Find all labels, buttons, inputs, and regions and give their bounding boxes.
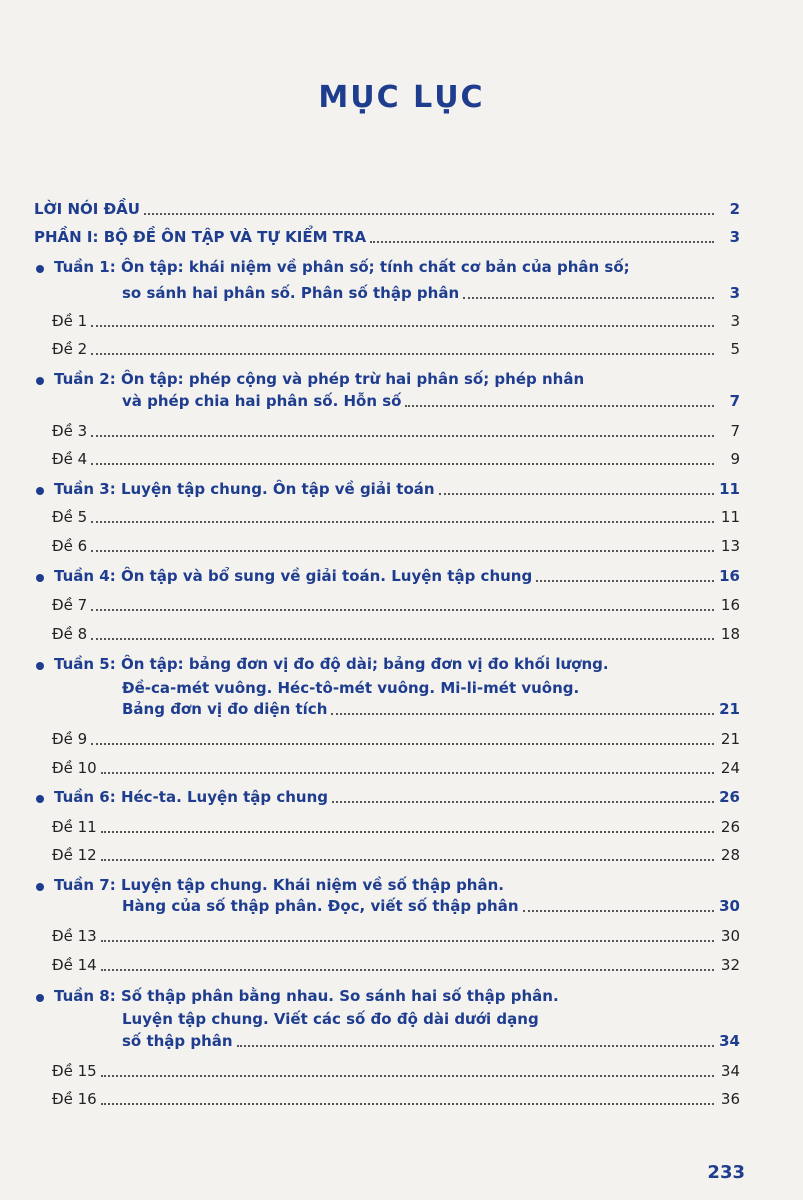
toc-entry-page: 7: [729, 392, 740, 410]
toc-entry-test-9[interactable]: [52, 730, 740, 748]
toc-entry-part-1[interactable]: [34, 228, 740, 246]
dot-leader: [332, 801, 714, 803]
toc-entry-label: và phép chia hai phân số. Hỗn số: [122, 392, 402, 410]
toc-entry-label: so sánh hai phân số. Phân số thập phân: [122, 284, 460, 302]
toc-entry-label: Hàng của số thập phân. Đọc, viết số thập phân: [122, 897, 519, 915]
toc-entry-label: Đề 2: [52, 340, 88, 358]
toc-entry-page: 11: [720, 508, 740, 526]
dot-leader: [101, 859, 714, 861]
toc-entry-label: Đề 13: [52, 927, 97, 945]
toc-entry-label: Đề 6: [52, 537, 88, 555]
toc-entry-test-15[interactable]: [52, 1062, 740, 1080]
bullet-icon: [36, 994, 44, 1002]
toc-entry-label: Đề 1: [52, 312, 88, 330]
toc-entry-page: 26: [719, 788, 740, 806]
week-1-title-line-1: Tuần 1: Ôn tập: khái niệm về phân số; tính chất cơ bản của phân số;: [54, 258, 630, 276]
toc-entry-preface[interactable]: [34, 200, 740, 218]
toc-entry-test-10[interactable]: [52, 759, 740, 777]
toc-entry-page: 9: [730, 450, 740, 468]
dot-leader: [91, 521, 714, 523]
toc-entry-test-5[interactable]: [52, 508, 740, 526]
toc-entry-label: Đề 16: [52, 1090, 97, 1108]
toc-entry-label: Đề 5: [52, 508, 88, 526]
week-8-title-line-2: Luyện tập chung. Viết các số đo độ dài dưới dạng: [122, 1010, 539, 1028]
page-number: 233: [707, 1162, 745, 1183]
dot-leader: [101, 1075, 714, 1077]
bullet-icon: [36, 662, 44, 670]
toc-entry-page: 3: [729, 228, 740, 246]
dot-leader: [101, 1103, 714, 1105]
toc-entry-page: 30: [720, 927, 740, 945]
toc-entry-test-11[interactable]: [52, 818, 740, 836]
dot-leader: [91, 743, 714, 745]
toc-entry-label: Đề 15: [52, 1062, 97, 1080]
toc-entry-week-6[interactable]: [54, 788, 740, 806]
toc-entry-test-14[interactable]: [52, 956, 740, 974]
toc-entry-test-13[interactable]: [52, 927, 740, 945]
toc-entry-test-12[interactable]: [52, 846, 740, 864]
toc-entry-page: 11: [719, 480, 740, 498]
toc-entry-page: 3: [730, 312, 740, 330]
toc-entry-week-4[interactable]: [54, 567, 740, 585]
dot-leader: [91, 609, 714, 611]
dot-leader: [91, 353, 714, 355]
toc-entry-week-5[interactable]: [122, 700, 740, 718]
bullet-icon: [36, 574, 44, 582]
bullet-icon: [36, 487, 44, 495]
bullet-icon: [36, 883, 44, 891]
dot-leader: [370, 241, 714, 243]
toc-entry-test-2[interactable]: [52, 340, 740, 358]
page-title: MỤC LỤC: [318, 80, 485, 115]
week-2-title-line-1: Tuần 2: Ôn tập: phép cộng và phép trừ hai phân số; phép nhân: [54, 370, 585, 388]
week-5-title-line-2: Đề-ca-mét vuông. Héc-tô-mét vuông. Mi-li-mét vuông.: [122, 679, 580, 697]
dot-leader: [144, 213, 714, 215]
bullet-icon: [36, 265, 44, 273]
toc-entry-page: 21: [719, 700, 740, 718]
toc-entry-page: 13: [720, 537, 740, 555]
dot-leader: [405, 405, 714, 407]
toc-entry-test-8[interactable]: [52, 625, 740, 643]
week-7-title-line-1: Tuần 7: Luyện tập chung. Khái niệm về số thập phân.: [54, 876, 504, 894]
dot-leader: [91, 325, 714, 327]
toc-entry-page: 30: [719, 897, 740, 915]
toc-entry-page: 3: [729, 284, 740, 302]
toc-entry-week-8[interactable]: [122, 1032, 740, 1050]
toc-entry-week-3[interactable]: [54, 480, 740, 498]
toc-entry-test-16[interactable]: [52, 1090, 740, 1108]
toc-entry-week-7[interactable]: [122, 897, 740, 915]
toc-entry-label: Bảng đơn vị đo diện tích: [122, 700, 328, 718]
week-5-title-line-1: Tuần 5: Ôn tập: bảng đơn vị đo độ dài; bảng đơn vị đo khối lượng.: [54, 655, 609, 673]
toc-entry-page: 24: [720, 759, 740, 777]
dot-leader: [91, 463, 714, 465]
toc-entry-label: Tuần 6: Héc-ta. Luyện tập chung: [54, 788, 329, 806]
toc-entry-label: Đề 8: [52, 625, 88, 643]
toc-entry-page: 26: [720, 818, 740, 836]
dot-leader: [101, 772, 714, 774]
dot-leader: [91, 638, 714, 640]
dot-leader: [536, 580, 714, 582]
dot-leader: [91, 550, 714, 552]
dot-leader: [439, 493, 714, 495]
toc-entry-label: Tuần 4: Ôn tập và bổ sung về giải toán. Luyện tập chung: [54, 567, 533, 585]
toc-entry-test-7[interactable]: [52, 596, 740, 614]
toc-entry-page: 16: [719, 567, 740, 585]
toc-entry-week-1[interactable]: [122, 284, 740, 302]
toc-entry-page: 21: [720, 730, 740, 748]
toc-entry-label: Đề 9: [52, 730, 88, 748]
dot-leader: [331, 713, 714, 715]
toc-entry-page: 7: [730, 422, 740, 440]
toc-entry-label: Đề 7: [52, 596, 88, 614]
dot-leader: [523, 910, 714, 912]
toc-entry-page: 5: [730, 340, 740, 358]
toc-entry-label: Đề 12: [52, 846, 97, 864]
dot-leader: [91, 435, 714, 437]
toc-entry-label: Tuần 3: Luyện tập chung. Ôn tập về giải toán: [54, 480, 435, 498]
toc-entry-page: 36: [720, 1090, 740, 1108]
toc-entry-label: Đề 14: [52, 956, 97, 974]
toc-entry-label: số thập phân: [122, 1032, 233, 1050]
toc-entry-label: Đề 11: [52, 818, 97, 836]
toc-entry-test-3[interactable]: [52, 422, 740, 440]
toc-entry-test-1[interactable]: [52, 312, 740, 330]
toc-entry-label: LỜI NÓI ĐẦU: [34, 200, 140, 218]
toc-entry-page: 18: [720, 625, 740, 643]
toc-entry-page: 34: [720, 1062, 740, 1080]
toc-entry-page: 34: [719, 1032, 740, 1050]
toc-entry-label: PHẦN I: BỘ ĐỀ ÔN TẬP VÀ TỰ KIỂM TRA: [34, 228, 367, 246]
dot-leader: [463, 297, 714, 299]
toc-entry-week-2[interactable]: [122, 392, 740, 410]
toc-entry-test-4[interactable]: [52, 450, 740, 468]
bullet-icon: [36, 795, 44, 803]
toc-entry-label: Đề 10: [52, 759, 97, 777]
bullet-icon: [36, 377, 44, 385]
dot-leader: [237, 1045, 714, 1047]
dot-leader: [101, 969, 714, 971]
toc-entry-page: 32: [720, 956, 740, 974]
toc-entry-page: 28: [720, 846, 740, 864]
toc-entry-label: Đề 3: [52, 422, 88, 440]
dot-leader: [101, 831, 714, 833]
toc-entry-label: Đề 4: [52, 450, 88, 468]
dot-leader: [101, 940, 714, 942]
toc-entry-page: 2: [729, 200, 740, 218]
toc-entry-test-6[interactable]: [52, 537, 740, 555]
toc-entry-page: 16: [720, 596, 740, 614]
week-8-title-line-1: Tuần 8: Số thập phân bằng nhau. So sánh hai số thập phân.: [54, 987, 559, 1005]
